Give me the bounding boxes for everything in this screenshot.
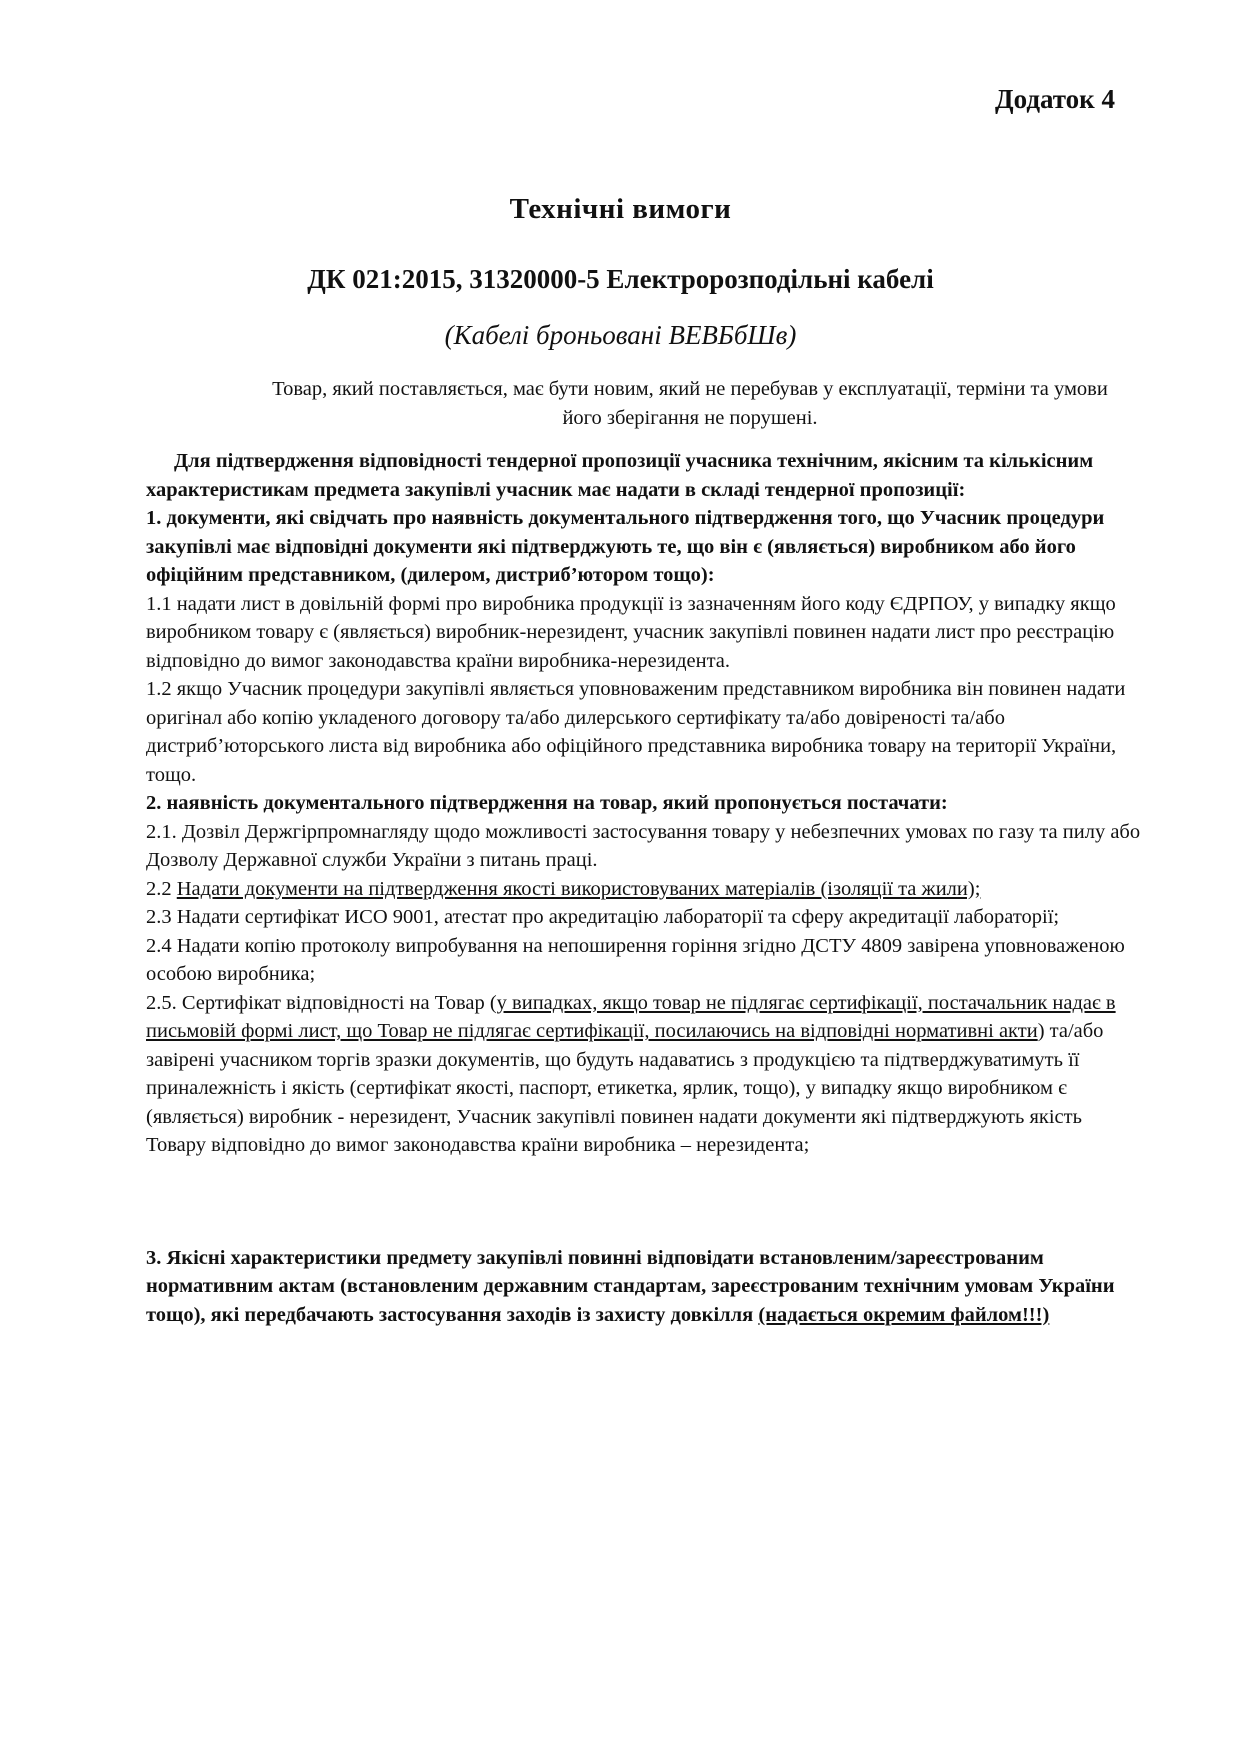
item-1-1: 1.1 надати лист в довільній формі про виробника продукції із зазначенням його коду ЄДРПОУ, у випадку якщо виробником товару є (являється) виробник-нерезидент, учасник закупівлі повинен надати лист про реєстрацію відповідно до вимог законодавства країни виробника-нерезидента. bbox=[146, 592, 1116, 672]
document-subtitle: ДК 021:2015, 31320000-5 Електророзподільні кабелі bbox=[307, 264, 934, 294]
item-2-2-prefix: 2.2 bbox=[146, 877, 177, 900]
item-2-5-underlined: у випадках, якщо товар не підлягає сертифікації, постачальник надає в письмовій формі лист, що Товар не підлягає сертифікації, посилаючись на відповідні нормативні акти bbox=[146, 991, 1116, 1042]
product-name: (Кабелі броньовані ВЕВБбШв) bbox=[444, 320, 797, 350]
document-title: Технічні вимоги bbox=[509, 193, 732, 225]
item-2-4: 2.4 Надати копію протоколу випробування на непоширення горіння згідно ДСТУ 4809 завірена уповноваженою особою виробника; bbox=[146, 934, 1125, 985]
item-2-1: 2.1. Дозвіл Держгірпромнагляду щодо можливості застосування товару у небезпечних умовах по газу та пилу або Дозволу Державної служби України з питань праці. bbox=[146, 820, 1141, 871]
appendix-label: Додаток 4 bbox=[995, 84, 1115, 114]
item-2-2-underlined: Надати документи на підтвердження якості використовуваних матеріалів (ізоляції та жили); bbox=[176, 877, 981, 900]
section-3 bbox=[146, 1244, 1146, 1330]
item-2-5 bbox=[146, 989, 1146, 1160]
spacer bbox=[146, 1160, 1146, 1244]
lead-paragraph: Для підтвердження відповідності тендерної пропозиції учасника технічним, якісним та кількісним характеристикам предмета закупівлі учасник має надати в складі тендерної пропозиції: bbox=[146, 450, 1094, 501]
item-1-2: 1.2 якщо Учасник процедури закупівлі являється уповноваженим представником виробника він повинен надати оригінал або копію укладеного договору та/або дилерського сертифікату та/або довіреності та/або дистриб’юторського листа від виробника або офіційного представника виробника товару на території України, тощо. bbox=[146, 678, 1126, 786]
item-2-2 bbox=[146, 875, 1146, 904]
section-2-heading: 2. наявність документального підтвердження на товар, який пропонується постачати: bbox=[146, 792, 948, 814]
item-2-3: 2.3 Надати сертифікат ИСО 9001, атестат про акредитацію лабораторії та сферу акредитації лабораторії; bbox=[146, 906, 1060, 928]
item-2-5-prefix: 2.5. Сертифікат відповідності на Товар ( bbox=[146, 991, 497, 1014]
item-2-5-suffix: ) та/або завірені учасником торгів зразки документів, що будуть надаватись з продукцією та підтверджуватимуть її приналежність і якість (сертифікат якості, паспорт, етикетка, ярлик, тощо), у випадку якщо виробником є (являється) виробник - нерезидент, Учасник закупівлі повинен надати документи які підтверджують якість Товару відповідно до вимог законодавства країни виробника – нерезидента; bbox=[146, 1020, 1104, 1156]
section-1-heading: 1. документи, які свідчать про наявність документального підтвердження того, що Учасник процедури закупівлі має відповідні документи які підтверджують те, що він є (являється) виробником або його офіційним представником, (дилером, дистриб’ютором тощо): bbox=[146, 507, 1105, 586]
section-3-underlined: (надається окремим файлом!!!) bbox=[758, 1303, 1050, 1326]
section-3-text: 3. Якісні характеристики предмету закупівлі повинні відповідати встановленим/зареєстрованим нормативним актам (встановленим державним стандартам, зареєстрованим технічним умовам України тощо), які передбачають застосування заходів із захисту довкілля bbox=[146, 1246, 1115, 1326]
requirements-body bbox=[146, 447, 1146, 1329]
intro-paragraph: Товар, який поставляється, має бути новим, який не перебував у експлуатації, терміни та умови його зберігання не порушені. bbox=[272, 378, 1108, 429]
